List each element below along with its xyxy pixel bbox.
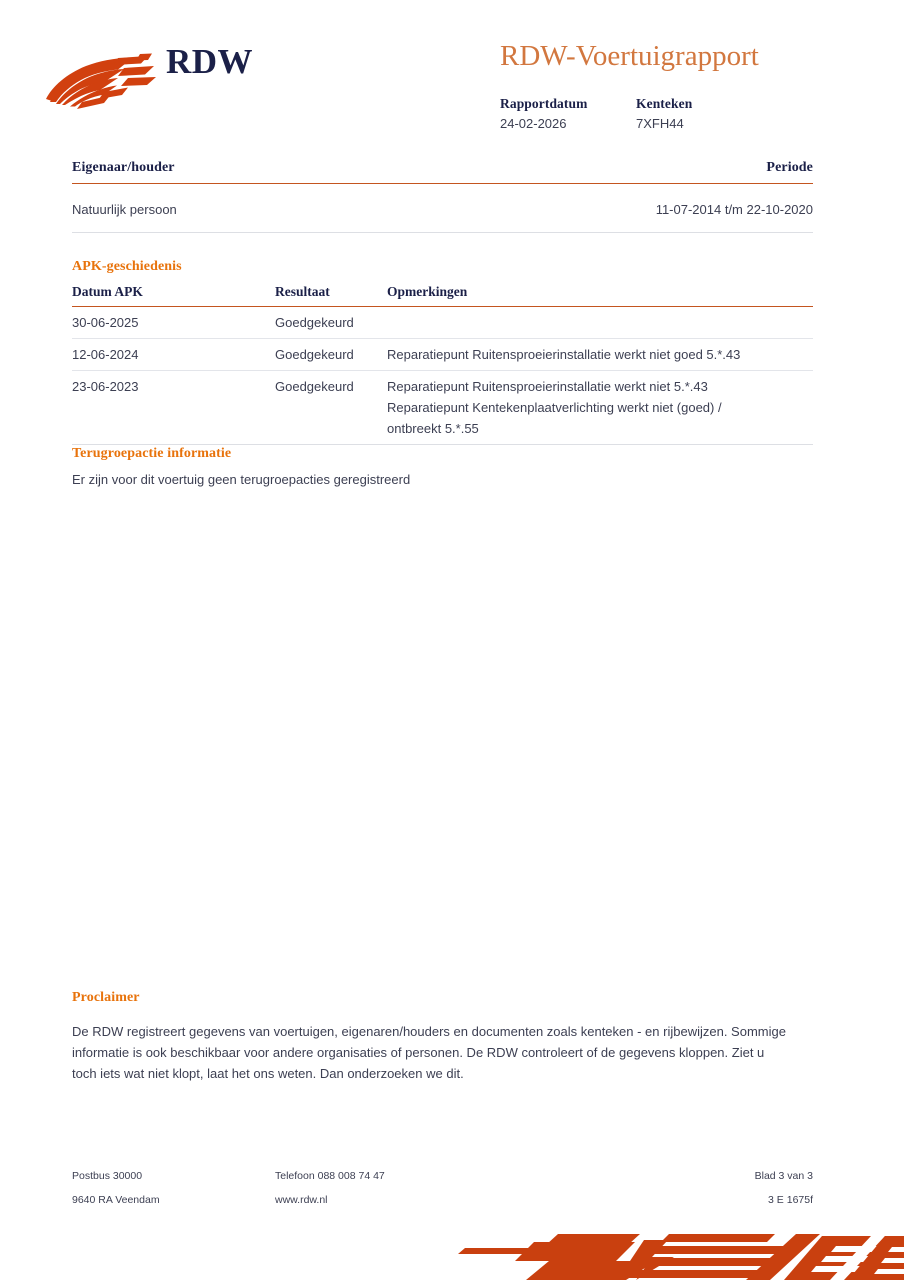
footer-phone: Telefoon 088 008 74 47 (275, 1170, 385, 1182)
report-date-value: 24-02-2026 (500, 116, 567, 131)
apk-column-result: Resultaat (275, 284, 387, 307)
rdw-logo (44, 40, 334, 110)
recall-section-title: Terugroepactie informatie (72, 446, 232, 461)
apk-date: 30-06-2025 (72, 307, 275, 339)
apk-history-table (72, 284, 813, 445)
rdw-logo-text: RDW (166, 42, 254, 81)
owner-type-value: Natuurlijk persoon (72, 202, 177, 217)
disclaimer-section-title: Proclaimer (72, 990, 140, 1005)
document-header (0, 0, 904, 150)
recall-section (72, 446, 813, 490)
apk-result: Goedgekeurd (275, 339, 387, 371)
footer-row-1 (72, 1170, 813, 1194)
period-heading: Periode (766, 160, 813, 175)
owner-bottom-rule (72, 232, 813, 233)
report-date-label: Rapportdatum (500, 96, 588, 111)
apk-result: Goedgekeurd (275, 307, 387, 339)
table-row (72, 339, 813, 371)
footer-city: 9640 RA Veendam (72, 1194, 160, 1206)
apk-history-section (72, 259, 813, 445)
footer-page-number: Blad 3 van 3 (754, 1170, 813, 1182)
apk-column-date: Datum APK (72, 284, 275, 307)
disclaimer-section (72, 990, 813, 1084)
apk-remarks (387, 371, 813, 445)
footer-form-code: 3 E 1675f (768, 1194, 813, 1206)
owner-heading: Eigenaar/houder (72, 160, 175, 175)
apk-result: Goedgekeurd (275, 371, 387, 445)
owner-data-row (72, 184, 813, 232)
apk-column-remarks: Opmerkingen (387, 284, 813, 307)
apk-remarks (387, 339, 813, 371)
report-date-field (500, 96, 636, 132)
recall-text: Er zijn voor dit voertuig geen terugroepacties geregistreerd (72, 472, 411, 487)
apk-table-header-row (72, 284, 813, 307)
rdw-motion-graphic-icon (430, 1220, 904, 1280)
license-plate-value: 7XFH44 (636, 116, 684, 131)
apk-date: 23-06-2023 (72, 371, 275, 445)
apk-remark-line: Reparatiepunt Ruitensproeierinstallatie werkt niet goed 5.*.43 (387, 347, 741, 362)
license-plate-field (636, 96, 692, 132)
footer-row-2 (72, 1194, 813, 1218)
apk-date: 12-06-2024 (72, 339, 275, 371)
footer-postbus: Postbus 30000 (72, 1170, 143, 1182)
page-title: RDW-Voertuigrapport (500, 40, 759, 72)
owner-period-value: 11-07-2014 t/m 22-10-2020 (655, 202, 813, 217)
apk-section-title: APK-geschiedenis (72, 259, 182, 274)
page-footer (72, 1170, 813, 1218)
owner-header-row (72, 160, 813, 183)
apk-remark-line: Reparatiepunt Kentekenplaatverlichting werkt niet (goed) / (387, 400, 722, 415)
table-row (72, 307, 813, 339)
table-row (72, 371, 813, 445)
rdw-feather-logo-icon (44, 52, 164, 110)
license-plate-label: Kenteken (636, 96, 693, 111)
apk-remark-line: Reparatiepunt Ruitensproeierinstallatie werkt niet 5.*.43 (387, 379, 708, 394)
apk-remarks (387, 307, 813, 339)
report-meta (500, 96, 830, 132)
apk-remark-line: ontbreekt 5.*.55 (387, 421, 479, 436)
footer-website[interactable]: www.rdw.nl (275, 1194, 328, 1206)
owner-section (72, 160, 813, 233)
disclaimer-text: De RDW registreert gegevens van voertuigen, eigenaren/houders en documenten zoals kenteken - en rijbewijzen. Sommige informatie is ook beschikbaar voor andere organisaties of personen. De RDW controleert of de gegevens kloppen. Ziet u toch iets wat niet klopt, laat het ons weten. Dan onderzoeken we dit. (72, 1024, 786, 1081)
